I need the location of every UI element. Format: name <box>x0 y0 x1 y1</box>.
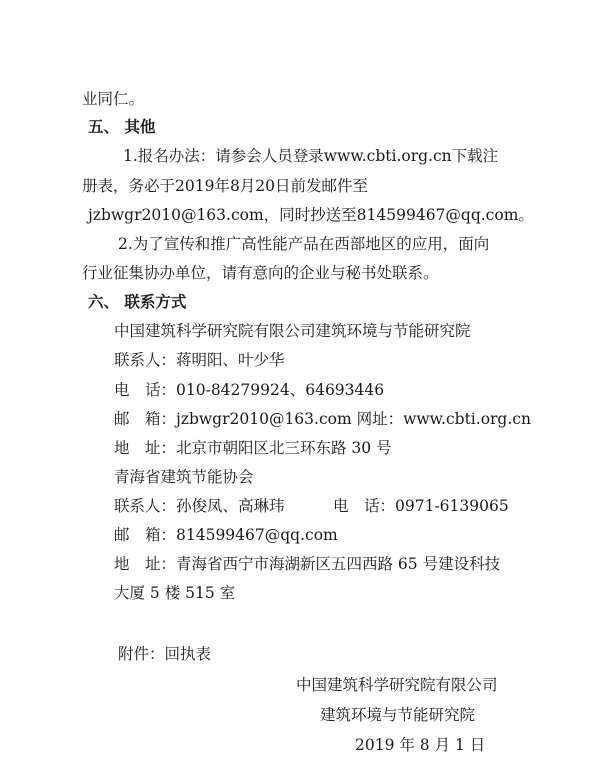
org-1-email-web: 邮 箱：jzbwgr2010@163.com 网址：www.cbti.org.cn <box>114 410 531 428</box>
org-1-phone: 电 话：010-84279924、64693446 <box>114 381 385 399</box>
signature-org-line-2: 建筑环境与节能研究院 <box>320 706 476 724</box>
section-5-item-2-line-2: 行业征集协办单位，请有意向的企业与秘书处联系。 <box>82 264 439 282</box>
attachment-note: 附件：回执表 <box>118 645 212 663</box>
org-1-address: 地 址：北京市朝阳区北三环东路 30 号 <box>114 439 392 457</box>
intro-tail: 业同仁。 <box>82 90 145 108</box>
section-5-item-1-line-1: 1.报名办法：请参会人员登录www.cbti.org.cn下载注 <box>123 147 499 165</box>
org-2-name: 青海省建筑节能协会 <box>114 468 254 486</box>
org-2-email: 邮 箱：814599467@qq.com <box>114 526 338 544</box>
org-2-phone: 电 话：0971-6139065 <box>333 497 509 515</box>
org-2-address-line-1: 地 址：青海省西宁市海湖新区五四西路 65 号建设科技 <box>114 555 501 573</box>
org-2-contact: 联系人：孙俊凤、高琳玮 <box>114 497 285 515</box>
section-6-heading: 六、 联系方式 <box>88 292 187 311</box>
org-1-name: 中国建筑科学研究院有限公司建筑环境与节能研究院 <box>114 322 471 340</box>
org-2-address-line-2: 大厦 5 楼 515 室 <box>114 584 236 602</box>
signature-date: 2019 年 8 月 1 日 <box>355 736 486 754</box>
section-5-item-1-line-3: jzbwgr2010@163.com，同时抄送至814599467@qq.com。 <box>88 206 534 224</box>
signature-org-line-1: 中国建筑科学研究院有限公司 <box>296 676 498 694</box>
section-5-heading: 五、 其他 <box>88 117 156 136</box>
section-5-item-1-line-2: 册表，务必于2019年8月20日前发邮件至 <box>82 177 369 195</box>
org-1-contact: 联系人：蒋明阳、叶少华 <box>114 351 285 369</box>
section-5-item-2-line-1: 2.为了宣传和推广高性能产品在西部地区的应用，面向 <box>118 235 490 253</box>
